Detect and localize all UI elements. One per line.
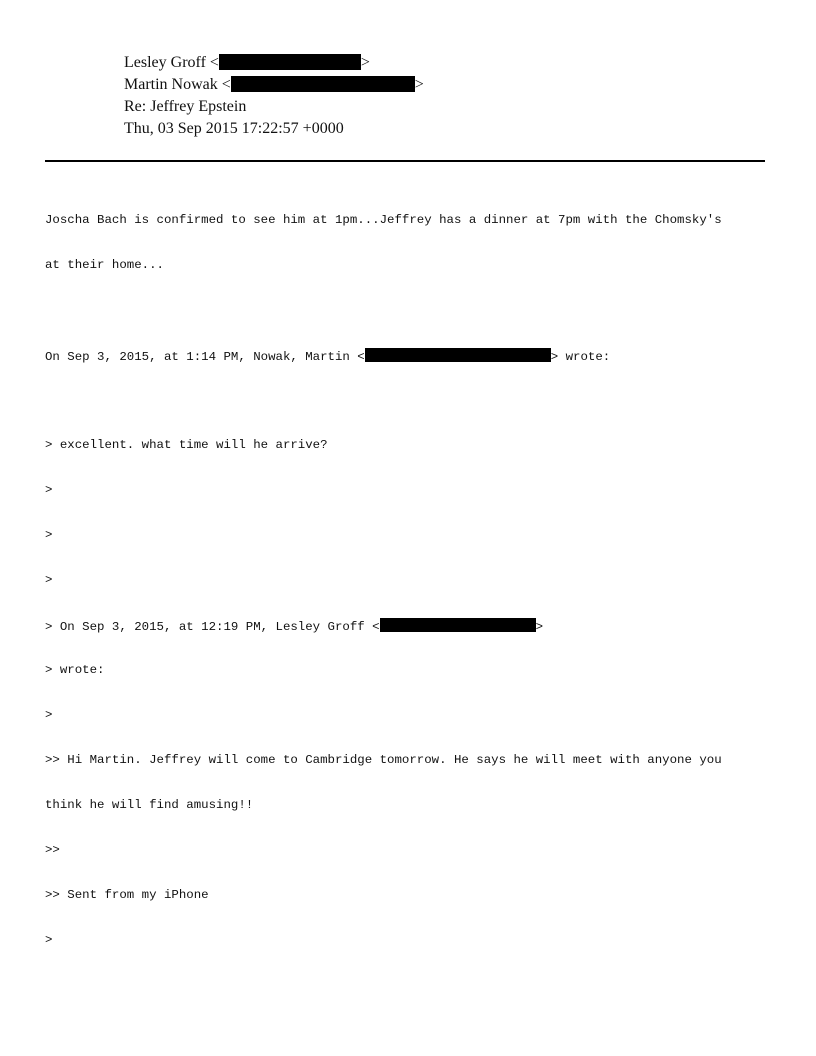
quoted-line: >	[45, 528, 53, 542]
quoted-line: >	[45, 483, 53, 497]
body-line: at their home...	[45, 258, 164, 272]
header-divider	[45, 160, 765, 162]
from-value	[124, 52, 370, 74]
quoted-line: > wrote:	[45, 663, 105, 677]
quoted-line	[45, 618, 775, 633]
from-close: >	[360, 54, 370, 71]
to-name: Martin Nowak <	[124, 76, 231, 93]
quoted-line: >	[45, 708, 53, 722]
quote-intro-end: > wrote:	[550, 350, 611, 364]
redaction-bar	[365, 348, 551, 362]
quoted-line: > excellent. what time will he arrive?	[45, 438, 328, 452]
redaction-bar	[380, 618, 536, 632]
subject-value: Re: Jeffrey Epstein	[124, 98, 247, 115]
to-value	[124, 74, 424, 96]
quoted-line: think he will find amusing!!	[45, 798, 254, 812]
redaction-bar	[231, 76, 415, 92]
blank-line	[45, 303, 775, 318]
date-value: Thu, 03 Sep 2015 17:22:57 +0000	[124, 120, 344, 137]
redaction-bar	[219, 54, 361, 70]
email-body	[45, 183, 775, 963]
blank-line	[45, 393, 775, 408]
nested-quote-close: >	[535, 620, 544, 634]
quoted-line: >	[45, 933, 53, 947]
quoted-line: >> Sent from my iPhone	[45, 888, 209, 902]
quoted-line: >> Hi Martin. Jeffrey will come to Cambridge tomorrow. He says he will meet with anyone you	[45, 753, 722, 767]
to-close: >	[414, 76, 424, 93]
quoted-line: >>	[45, 843, 60, 857]
body-line: Joscha Bach is confirmed to see him at 1pm...Jeffrey has a dinner at 7pm with the Chomsky's	[45, 213, 722, 227]
from-name: Lesley Groff <	[124, 54, 219, 71]
nested-quote-intro: > On Sep 3, 2015, at 12:19 PM, Lesley Groff <	[45, 620, 380, 634]
quote-intro-text: On Sep 3, 2015, at 1:14 PM, Nowak, Martin <	[45, 350, 365, 364]
quote-intro	[45, 348, 775, 363]
quoted-line: >	[45, 573, 53, 587]
